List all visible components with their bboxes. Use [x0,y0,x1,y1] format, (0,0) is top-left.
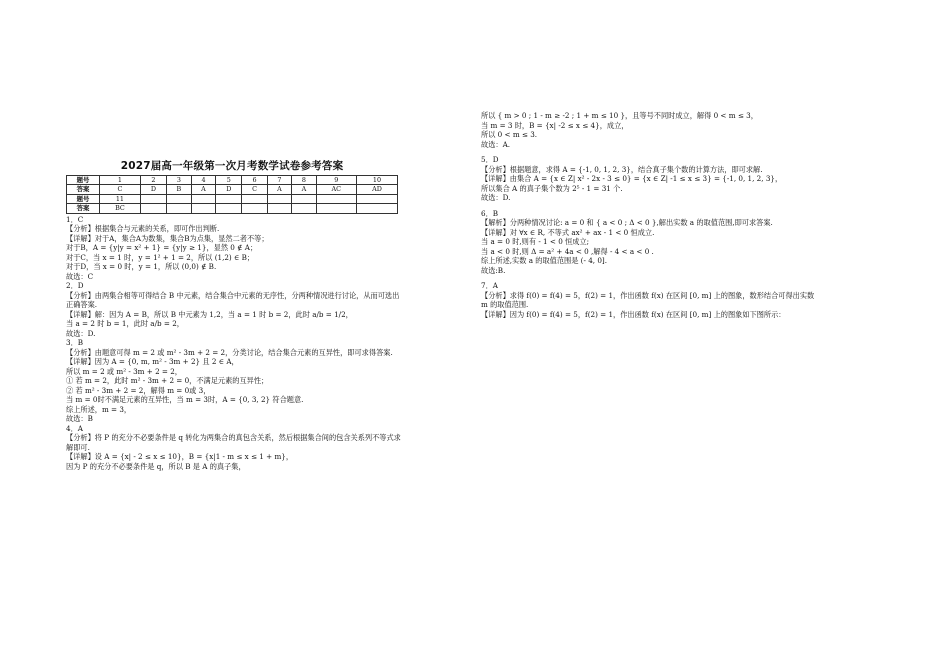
solution-line: ② 若 m² - 3m + 2 = 2，解得 m = 0或 3， [66,385,211,395]
solution-line: 故选：D. [66,328,96,338]
answer-table-row [67,185,398,194]
solution-line: 故选：D. [481,193,511,202]
answer-table-cell [216,204,242,213]
right-column [481,111,819,319]
solution-line: 当 a = 0 时,则有 - 1 < 0 恒成立; [481,237,590,246]
answer-table-header-cell: 答案 [67,185,100,194]
answer-table-cell: B [166,185,191,194]
solution-line: 【分析】由两集合相等可得结合 B 中元素，结合集合中元素的无序性，分两种情况进行讨论，从而可选出正确答案. [66,290,400,310]
solution-line: 【详解】因为 f(0) = f(4) = 5，f(2) = 1，作出函数 f(x) 在区间 [0, m] 上的图象如下图所示： [481,309,786,319]
left-solutions [66,215,401,472]
answer-table-cell: 11 [100,194,141,203]
page-title: 2027届高一年级第一次月考数学试卷参考答案 [120,160,344,172]
answer-table-row [67,204,398,213]
answer-table-header-cell: 题号 [67,175,100,184]
solution-line: 所以 m = 2 或 m² - 3m + 2 = 2， [66,366,182,376]
answer-table-cell: A [292,185,317,194]
answer-table-cell [292,204,317,213]
answer-table-cell: 7 [267,175,292,184]
solution-line: 故选：A. [481,139,511,149]
solution-line: 【分析】根据题意，求得 A = {-1, 0, 1, 2, 3}，结合真子集个数的计算方法，即可求解. [481,164,763,174]
solution-line: 所以 { m > 0 ; 1 - m ≥ -2 ; 1 + m ≤ 10 }，且等号不同时成立，解得 0 < m ≤ 3， [481,111,758,120]
answer-table-cell [242,204,267,213]
solution-line: 所以 0 < m ≤ 3. [481,130,538,139]
solution-line: 因为 P 的充分不必要条件是 q，所以 B 是 A 的真子集， [66,461,246,471]
solution-line: 【分析】由题意可得 m = 2 或 m² - 3m + 2 = 2，分类讨论，结合集合元素的互异性，即可求得答案. [66,347,393,357]
solution-line: 【详解】对 ∀x ∈ R, 不等式 ax² + ax - 1 < 0 恒成立. [481,227,655,237]
answer-table-cell [316,204,356,213]
solution-line: 5．D [481,155,499,164]
solution-line: 6．B [481,208,499,218]
solution-line: 所以集合 A 的真子集个数为 2⁵ - 1 = 31 个. [481,183,623,193]
solution-line: 2．D [66,281,84,291]
solution-line: 【详解】对于A，集合A为数集，集合B为点集，显然二者不等； [66,233,269,243]
answer-table-cell: 9 [316,175,356,184]
answer-table-cell: BC [100,204,141,213]
answer-table-cell: 3 [166,175,191,184]
solution-line: 当 a = 2 时 b = 1，此时 a/b = 2， [66,319,184,329]
answer-table-row [67,194,398,203]
answer-table-cell: 5 [216,175,242,184]
answer-table-cell: D [140,185,166,194]
answer-table [66,175,398,214]
solution-line: 【详解】由集合 A = {x ∈ Z| x² - 2x - 3 ≤ 0} = {x ∈ Z| -1 ≤ x ≤ 3} = {-1, 0, 1, 2, 3}， [481,174,783,183]
solution-line: 【详解】解：因为 A = B，所以 B 中元素为 1,2，当 a = 1 时 b = 2，此时 a/b = 1/2， [66,309,353,319]
answer-table-cell: D [216,185,242,194]
answer-table-cell: C [100,185,141,194]
solution-line: 1．C [66,214,84,224]
answer-table-cell [140,194,166,203]
solution-line: 【分析】将 P 的充分不必要条件是 q 转化为两集合的真包含关系，然后根据集合间的包含关系列不等式求解即可. [66,433,401,452]
solution-line: 对于C，当 x = 1 时，y = 1² + 1 = 2，所以 (1,2) ∈ B； [66,252,255,262]
solution-line: 当 a < 0 时,则 Δ = a² + 4a < 0 ,解得 - 4 < a < 0 . [481,246,654,256]
solution-line: 【解析】分两种情况讨论: a = 0 和 { a < 0 ; Δ < 0 },解出实数 a 的取值范围,即可求答案. [481,218,773,227]
answer-table-cell: 2 [140,175,166,184]
solution-line: 【分析】根据集合与元素的关系，即可作出判断. [66,224,220,234]
answer-table-cell [191,204,216,213]
answer-table-cell [242,194,267,203]
solution-line: 当 m = 0时不满足元素的互异性，当 m = 3时，A = {0, 3, 2} 符合题意. [66,395,304,405]
answer-table-cell: 10 [356,175,397,184]
solution-line: 故选:B. [481,265,506,275]
solution-line: 故选：C [66,271,94,281]
answer-table-header-cell: 题号 [67,194,100,203]
answer-table-row [67,175,398,184]
answer-table-cell: 6 [242,175,267,184]
answer-table-cell: 8 [292,175,317,184]
answer-table-cell: 1 [100,175,141,184]
answer-table-cell [216,194,242,203]
solution-line: 【详解】设 A = {x| - 2 ≤ x ≤ 10}，B = {x|1 - m ≤ x ≤ 1 + m}， [66,452,294,462]
solution-line: 7．A [481,281,498,290]
answer-table-cell: 4 [191,175,216,184]
answer-table-cell [166,204,191,213]
solution-line: 【分析】求得 f(0) = f(4) = 5，f(2) = 1，作出函数 f(x) 在区间 [0, m] 上的图象，数形结合可得出实数 m 的取值范围. [481,290,815,309]
answer-table-cell [356,204,397,213]
answer-table-cell [267,194,292,203]
answer-table-cell [292,194,317,203]
answer-table-cell [140,204,166,213]
solution-line: 4．A [66,423,83,433]
right-solutions [481,111,819,319]
solution-line: 【详解】因为 A = {0, m, m² - 3m + 2} 且 2 ∈ A， [66,357,239,367]
left-column [66,160,401,471]
answer-table-cell: A [267,185,292,194]
answer-table-cell: A [191,185,216,194]
answer-table-cell [191,194,216,203]
solution-line: 故选：B [66,414,93,424]
answer-table-cell [316,194,356,203]
answer-table-cell: AC [316,185,356,194]
answer-table-header-cell: 答案 [67,204,100,213]
solution-line: 对于B，A = {y|y = x² + 1} = {y|y ≥ 1}，显然 0 ∉ A； [66,243,258,253]
solution-line: 对于D，当 x = 0 时，y = 1，所以 (0,0) ∉ B. [66,262,217,272]
solution-line: 当 m = 3 时，B = {x| -2 ≤ x ≤ 4}，成立， [481,120,629,130]
solution-line: 综上所述,实数 a 的取值范围是 (- 4, 0]. [481,256,607,265]
answer-table-cell [166,194,191,203]
answer-table-cell [267,204,292,213]
answer-table-cell: AD [356,185,397,194]
answer-table-cell [356,194,397,203]
solution-line: 综上所述，m = 3， [66,404,132,414]
answer-table-cell: C [242,185,267,194]
solution-line: ① 若 m = 2，此时 m² - 3m + 2 = 0，不满足元素的互异性； [66,376,269,386]
solution-line: 3．B [66,338,84,348]
